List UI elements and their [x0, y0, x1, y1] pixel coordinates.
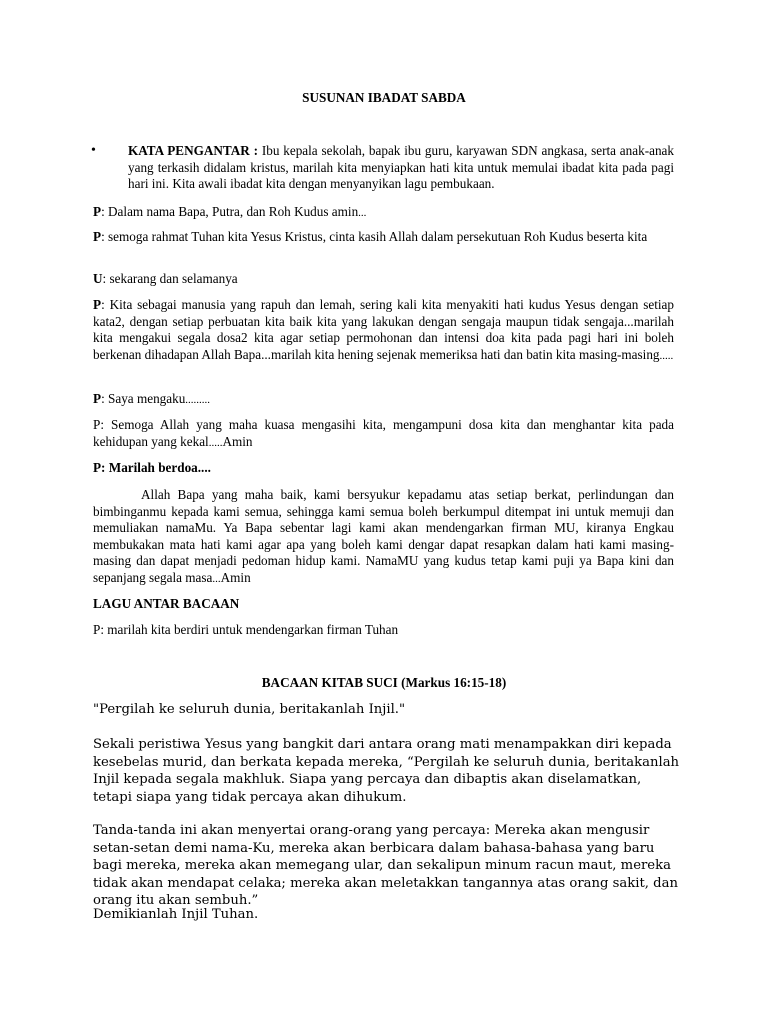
reading-paragraph-4: Demikianlah Injil Tuhan. [93, 907, 259, 922]
ellipsis: ... [212, 572, 221, 585]
line-p-dalam-nama [93, 204, 674, 222]
line-text: : sekarang dan selamanya [102, 271, 238, 286]
prayer-paragraph [93, 487, 674, 587]
intro-text: Ibu kepala sekolah, bapak ibu guru, karyawan SDN angkasa, serta anak-anak yang terkasih didalam kristus, marilah kita menyiapkan hati kita untuk memulai ibadat kita pada pagi hari ini. Kita awali ibadat kita dengan menyanyikan lagu pembukaan. [128, 143, 674, 191]
ellipsis: ..... [659, 349, 674, 362]
speaker-label: P [93, 204, 102, 219]
reading-paragraph-3: Tanda-tanda ini akan menyertai orang-orang yang percaya: Mereka akan mengusir setan-setan demi nama-Ku, mereka akan berbicara dalam bahasa-bahasa yang baru bagi mereka, mereka akan memegang ular, dan sekalipun minum racun maut, mereka tidak akan mendapat celaka; mereka akan meletakkan tangannya atas orang sakit, dan orang itu akan sembuh.” [93, 823, 678, 909]
reading-title: BACAAN KITAB SUCI (Markus 16:15-18) [261, 675, 507, 690]
line-text: : Dalam nama Bapa, Putra, dan Roh Kudus amin [101, 204, 359, 219]
document-title: SUSUNAN IBADAT SABDA [302, 90, 466, 105]
amin-text: Amin [222, 433, 253, 449]
bullet-icon: • [91, 143, 96, 158]
reading-paragraph-2: Sekali peristiwa Yesus yang bangkit dari antara orang mati menampakkan diri kepada kesebelas murid, dan berkata kepada mereka, “Pergilah ke seluruh dunia, beritakanlah Injil kepada segala makhluk. Siapa yang percaya dan dibaptis akan diselamatkan, tetapi siapa yang tidak percaya akan dihukum. [93, 737, 680, 805]
intro-paragraph [128, 143, 674, 193]
line-text: : Kita sebagai manusia yang rapuh dan lemah, sering kali kita menyakiti hati kudus Yesus dengan setiap kata2, dengan setiap perbuatan kita baik kita yang lakukan dengan sengaja maupun tidak sengaja...marilah kita mengakui segala dosa2 kita agar setiap permohonan dan intensi doa kita pada pagi hari ini boleh berkenan dihadapan Allah Bapa...marilah kita hening sejenak memeriksa hati dan batin kita masing-masing [93, 297, 674, 362]
line-marilah-berdoa: P: Marilah berdoa.... [93, 460, 211, 475]
line-p-kita-sebagai [93, 297, 674, 364]
lagu-antar-bacaan-heading: LAGU ANTAR BACAAN [93, 596, 240, 611]
line-text: P: Semoga Allah yang maha kuasa mengasihi kita, mengampuni dosa kita dan menghantar kita pada kehidupan yang kekal [93, 417, 674, 449]
reading-paragraph-1: "Pergilah ke seluruh dunia, beritakanlah Injil." [93, 702, 406, 717]
line-text: : semoga rahmat Tuhan kita Yesus Kristus, cinta kasih Allah dalam persekutuan Roh Kudus beserta kita [101, 229, 648, 244]
line-p-saya-mengaku [93, 391, 674, 409]
intro-label: KATA PENGANTAR : [128, 143, 259, 158]
speaker-label: U [93, 271, 103, 286]
line-p-semoga-rahmat [93, 229, 674, 246]
line-p-semoga-allah [93, 417, 674, 451]
speaker-label: P [93, 391, 102, 406]
amin-text: Amin [220, 569, 251, 585]
line-u-sekarang [93, 271, 674, 288]
prayer-text: Allah Bapa yang maha baik, kami bersyukur kepadamu atas setiap berkat, perlindungan dan bimbinganmu kepada kami semua, sehingga kami semua boleh berkumpul ditempat ini untuk memuji dan memuliakan namaMu. Ya Bapa sebentar lagi kami akan mendengarkan firman MU, kiranya Engkau membukakan mata hati kami agar apa yang boleh kami dengar dapat resapkan dalam hati kami masing-masing dan dapat menjadi pedoman hidup kami. NamaMU yang kudus tetap kami puji ya Bapa kini dan sepanjang segala masa [93, 487, 674, 585]
ellipsis: ..... [208, 436, 223, 449]
line-p-marilah-berdiri: P: marilah kita berdiri untuk mendengarkan firman Tuhan [93, 622, 399, 637]
line-text: : Saya mengaku [101, 391, 186, 406]
speaker-label: P [93, 297, 102, 312]
ellipsis: ... [358, 207, 367, 219]
speaker-label: P [93, 229, 102, 244]
ellipsis: ......... [185, 394, 211, 406]
